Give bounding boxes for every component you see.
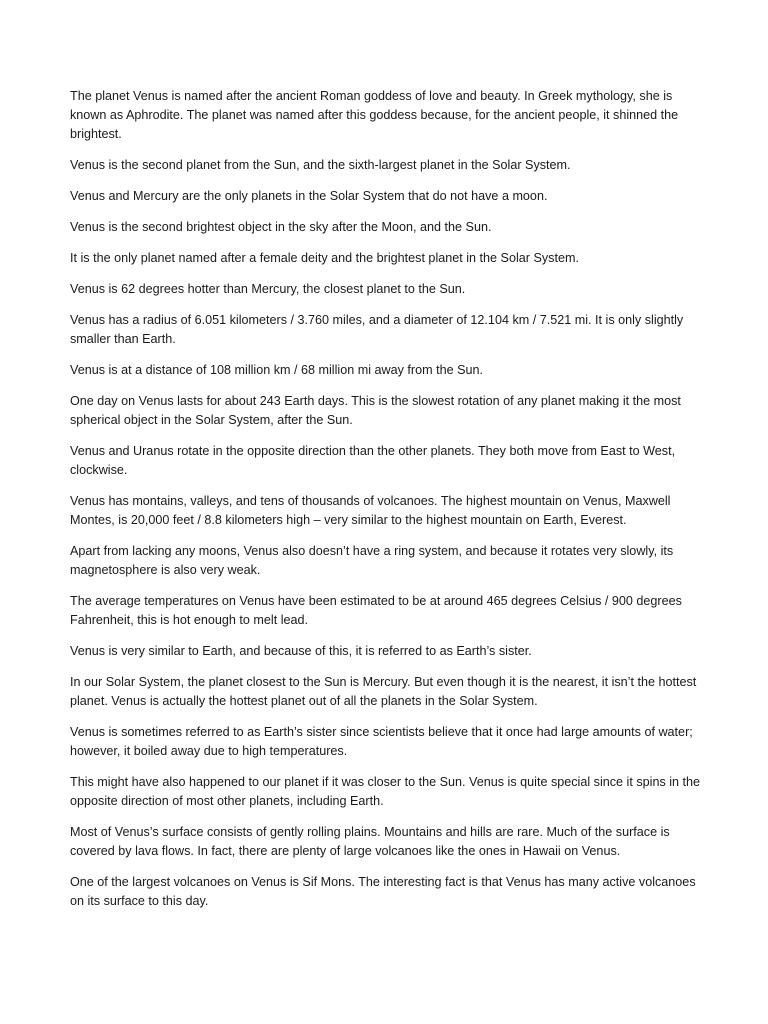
paragraph: Venus has montains, valleys, and tens of thousands of volcanoes. The highest mountain on Venus, Maxwell Montes, is 20,000 feet / 8.8 kilometers high – very similar to the highest mountain on Earth, Everest.: [70, 494, 671, 527]
document-page: [70, 87, 702, 923]
paragraph: The average temperatures on Venus have been estimated to be at around 465 degrees Celsius / 900 degrees Fahrenheit, this is hot enough to melt lead.: [70, 594, 682, 627]
paragraph: The planet Venus is named after the ancient Roman goddess of love and beauty. In Greek mythology, she is known as Aphrodite. The planet was named after this goddess because, for the ancient people, it shinned the brightest.: [70, 89, 679, 141]
paragraph: Venus is sometimes referred to as Earth’s sister since scientists believe that it once had large amounts of water; however, it boiled away due to high temperatures.: [70, 725, 693, 758]
paragraph: Most of Venus’s surface consists of gently rolling plains. Mountains and hills are rare. Much of the surface is covered by lava flows. In fact, there are plenty of large volcanoes like the ones in Hawaii on Venus.: [70, 825, 670, 858]
paragraph: Venus and Mercury are the only planets in the Solar System that do not have a moon.: [70, 189, 548, 203]
paragraph: Venus is the second planet from the Sun, and the sixth-largest planet in the Solar System.: [70, 158, 571, 172]
paragraph: Venus is the second brightest object in the sky after the Moon, and the Sun.: [70, 220, 492, 234]
paragraph: One day on Venus lasts for about 243 Earth days. This is the slowest rotation of any planet making it the most spherical object in the Solar System, after the Sun.: [70, 394, 681, 427]
paragraph: Venus is 62 degrees hotter than Mercury, the closest planet to the Sun.: [70, 282, 466, 296]
paragraph: Venus and Uranus rotate in the opposite direction than the other planets. They both move from East to West, clockwise.: [70, 444, 676, 477]
paragraph: Apart from lacking any moons, Venus also doesn’t have a ring system, and because it rotates very slowly, its magnetosphere is also very weak.: [70, 544, 674, 577]
paragraph: Venus has a radius of 6.051 kilometers / 3.760 miles, and a diameter of 12.104 km / 7.521 mi. It is only slightly smaller than Earth.: [70, 313, 684, 346]
paragraph: In our Solar System, the planet closest to the Sun is Mercury. But even though it is the nearest, it isn’t the hottest planet. Venus is actually the hottest planet out of all the planets in the Solar System.: [70, 675, 697, 708]
paragraph: One of the largest volcanoes on Venus is Sif Mons. The interesting fact is that Venus has many active volcanoes on its surface to this day.: [70, 875, 696, 908]
paragraph: It is the only planet named after a female deity and the brightest planet in the Solar System.: [70, 251, 579, 265]
paragraph: Venus is at a distance of 108 million km / 68 million mi away from the Sun.: [70, 363, 483, 377]
paragraph: Venus is very similar to Earth, and because of this, it is referred to as Earth’s sister.: [70, 644, 532, 658]
paragraph: This might have also happened to our planet if it was closer to the Sun. Venus is quite special since it spins in the opposite direction of most other planets, including Earth.: [70, 775, 701, 808]
